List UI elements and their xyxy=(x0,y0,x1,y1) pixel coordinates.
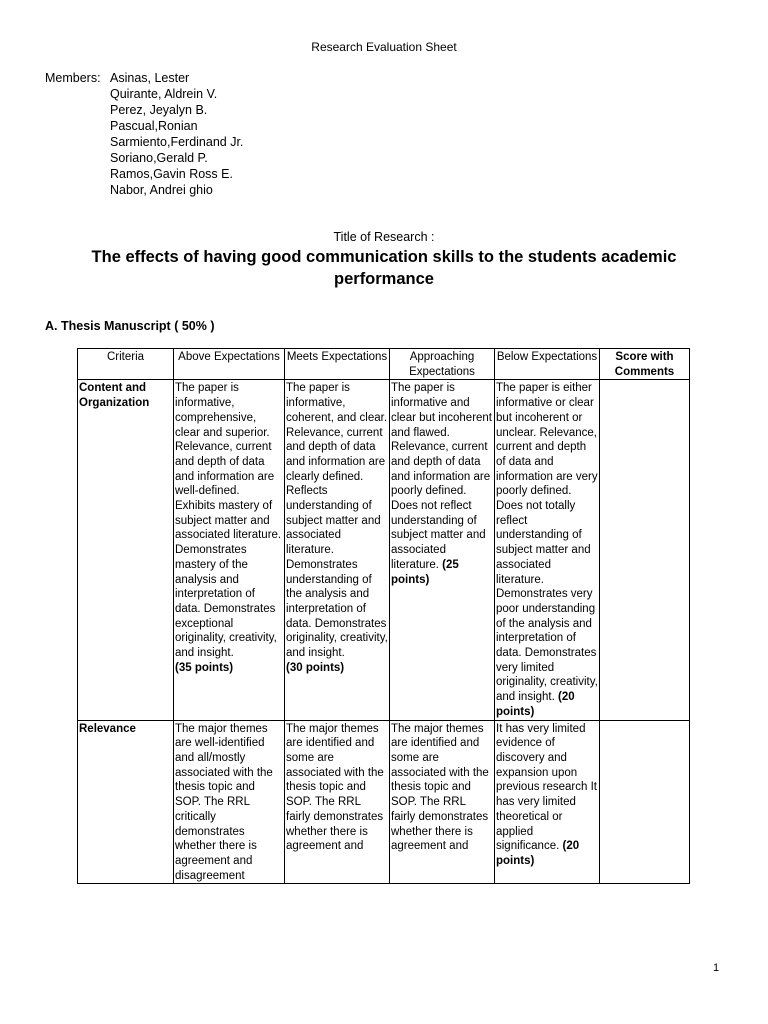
criteria-cell: Content and Organization xyxy=(78,380,174,720)
cell-text: The major themes are identified and some are associated with the thesis topic and SOP. The RRL fairly demonstrates whether there is agreement and xyxy=(286,722,384,853)
cell-points: (20 points) xyxy=(496,691,575,718)
header-above-expectations: Above Expectations xyxy=(174,349,285,380)
criteria-cell: Relevance xyxy=(78,720,174,884)
member-name: Ramos,Gavin Ross E. xyxy=(110,167,233,181)
research-title: The effects of having good communication skills to the students academic performance xyxy=(91,248,677,288)
table-row xyxy=(78,720,690,884)
score-cell[interactable] xyxy=(600,720,690,884)
member-name: Nabor, Andrei ghio xyxy=(110,183,213,197)
cell-text: The paper is informative, comprehensive, clear and superior. Relevance, current and depth of data and information are well-defined. Exhibits mastery of subject matter and associated literature. Demonstrates mastery of the analysis and interpretation of data. Demonstrates exceptional originality, creativity, and insight. xyxy=(175,382,282,660)
cell-points: (20 points) xyxy=(496,840,580,867)
table-header-row xyxy=(78,349,690,380)
member-name: Perez, Jeyalyn B. xyxy=(110,103,208,117)
above-cell xyxy=(174,380,285,720)
members-label: Members: xyxy=(45,71,101,85)
cell-text: It has very limited evidence of discovery and expansion upon previous research It has very limited theoretical or applied significance. xyxy=(496,722,597,853)
meets-cell xyxy=(285,720,390,884)
page-title: Research Evaluation Sheet xyxy=(311,40,457,54)
approaching-cell xyxy=(390,720,495,884)
members-list xyxy=(110,70,243,198)
below-cell xyxy=(495,720,600,884)
header-approaching-expectations: Approaching Expectations xyxy=(390,349,495,380)
member-name: Soriano,Gerald P. xyxy=(110,151,208,165)
page-number: 1 xyxy=(713,962,720,974)
cell-text: The major themes are well-identified and all/mostly associated with the thesis topic and SOP. The RRL critically demonstrates whether there is agreement and disagreement xyxy=(175,722,273,882)
cell-points: (25 points) xyxy=(391,558,459,586)
table-row xyxy=(78,380,690,720)
approaching-cell xyxy=(390,380,495,720)
cell-points: (35 points) xyxy=(175,661,234,674)
cell-text: The paper is informative, coherent, and clear. Relevance, current and depth of data and information are clearly defined. Reflects understanding of subject matter and associated literature. Demonstrates understanding of the analysis and interpretation of data. Demonstrates originality, creativity, and insight. xyxy=(286,382,388,660)
research-title-label: Title of Research : xyxy=(333,230,435,244)
header-meets-expectations: Meets Expectations xyxy=(285,349,390,380)
member-name: Pascual,Ronian xyxy=(110,119,198,133)
meets-cell xyxy=(285,380,390,720)
cell-points: (30 points) xyxy=(286,661,345,674)
header-below-expectations: Below Expectations xyxy=(495,349,600,380)
member-name: Sarmiento,Ferdinand Jr. xyxy=(110,135,244,149)
rubric-table xyxy=(77,348,690,884)
cell-text: The paper is informative and clear but incoherent and flawed. Relevance, current and depth of data and information are poorly defined. Does not reflect understanding of subject matter and associated literature. xyxy=(391,382,493,571)
members-block xyxy=(45,70,243,198)
section-heading: A. Thesis Manuscript ( 50% ) xyxy=(45,319,215,333)
member-name: Quirante, Aldrein V. xyxy=(110,87,218,101)
header-criteria: Criteria xyxy=(78,349,174,380)
cell-text: The major themes are identified and some are associated with the thesis topic and SOP. The RRL fairly demonstrates whether there is agreement and xyxy=(391,722,489,853)
header-score-with-comments: Score with Comments xyxy=(600,349,690,380)
above-cell xyxy=(174,720,285,884)
below-cell xyxy=(495,380,600,720)
score-cell[interactable] xyxy=(600,380,690,720)
cell-text: The paper is either informative or clear but incoherent or unclear. Relevance, current and depth of data and information are very poorly defined. Does not totally reflect understanding of subject matter and associated literature. Demonstrates very poor understanding of the analysis and interpretation of data. Demonstrates very limited originality, creativity, and insight. xyxy=(496,382,598,704)
member-name: Asinas, Lester xyxy=(110,71,190,85)
